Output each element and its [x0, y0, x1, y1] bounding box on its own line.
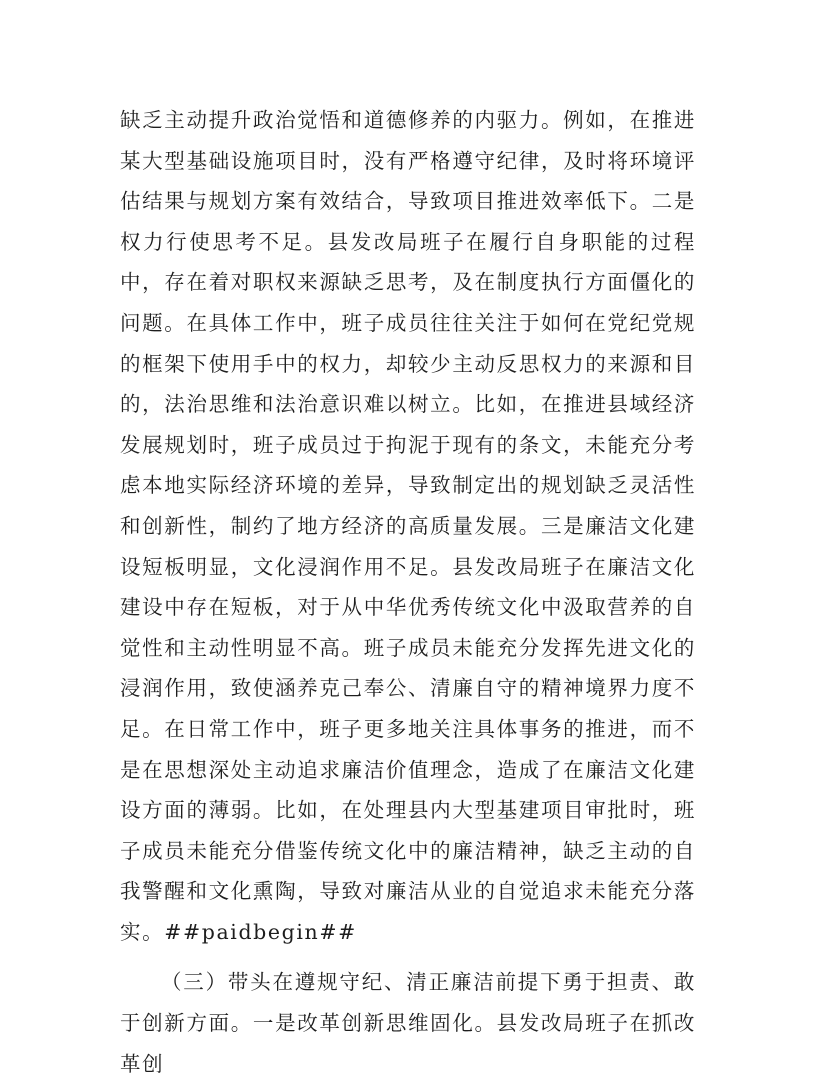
body-paragraph-continued: 缺乏主动提升政治觉悟和道德修养的内驱力。例如，在推进某大型基础设施项目时，没有严格遵守纪律，及时将环境评估结果与规划方案有效结合，导致项目推进效率低下。二是权力行使思考不足。县发改局班子在履行自身职能的过程中，存在着对职权来源缺乏思考，及在制度执行方面僵化的问题。在具体工作中，班子成员往往关注于如何在党纪党规的框架下使用手中的权力，却较少主动反思权力的来源和目的，法治思维和法治意识难以树立。比如，在推进县域经济发展规划时，班子成员过于拘泥于现有的条文，未能充分考虑本地实际经济环境的差异，导致制定出的规划缺乏灵活性和创新性，制约了地方经济的高质量发展。三是廉洁文化建设短板明显，文化浸润作用不足。县发改局班子在廉洁文化建设中存在短板，对于从中华优秀传统文化中汲取营养的自觉性和主动性明显不高。班子成员未能充分发挥先进文化的浸润作用，致使涵养克己奉公、清廉自守的精神境界力度不足。在日常工作中，班子更多地关注具体事务的推进，而不是在思想深处主动追求廉洁价值理念，造成了在廉洁文化建设方面的薄弱。比如，在处理县内大型基建项目审批时，班子成员未能充分借鉴传统文化中的廉洁精神，缺乏主动的自我警醒和文化熏陶，导致对廉洁从业的自觉追求未能充分落实。##paidbegin##	[120, 108, 696, 944]
section-three-paragraph: （三）带头在遵规守纪、清正廉洁前提下勇于担责、敢于创新方面。一是改革创新思维固化。县发改局班子在抓改革创	[120, 970, 696, 1076]
document-body	[120, 100, 696, 1084]
